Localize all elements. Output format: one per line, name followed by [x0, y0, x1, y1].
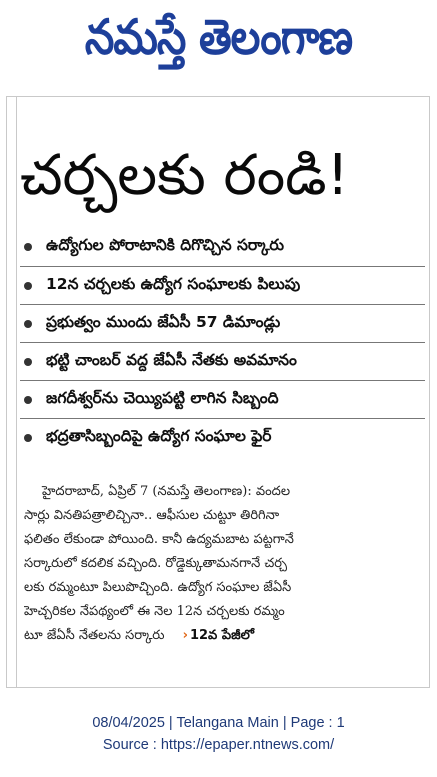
- bullet-text: 12న చర్చలకు ఉద్యోగ సంఘాలకు పిలుపు: [46, 274, 301, 293]
- story-body: [24, 480, 422, 648]
- bullet-icon: [24, 243, 32, 251]
- bullet-list: [20, 228, 425, 456]
- bullet-icon: [24, 358, 32, 366]
- story-line-last: [24, 624, 422, 648]
- bullet-item: [20, 380, 425, 418]
- story-line: సర్కారులో కదలిక వచ్చింది. రోడ్డెక్కుతామనగానే చర్చ: [24, 556, 288, 571]
- bullet-icon: [24, 434, 32, 442]
- story-line: హెచ్చరికల నేపథ్యంలో ఈ నెల 12న చర్చలకు రమ్మం: [24, 604, 285, 619]
- story-line-text: టూ జేఏసీ నేతలను సర్కారు: [24, 628, 165, 643]
- footer: [0, 712, 437, 756]
- bullet-item: [20, 228, 425, 266]
- bullet-icon: [24, 320, 32, 328]
- story-line: లకు రమ్మంటూ పిలుపొచ్చింది. ఉద్యోగ సంఘాల జేఏసీ: [24, 580, 292, 595]
- story-line: సార్లు వినతిపత్రాలిచ్చినా.. ఆఫీసుల చుట్టూ తిరిగినా: [24, 508, 280, 523]
- bullet-item: [20, 304, 425, 342]
- footer-edition-info: 08/04/2025 | Telangana Main | Page : 1: [92, 715, 345, 731]
- bullet-item: [20, 342, 425, 380]
- continued-label: 12వ పేజీలో: [189, 628, 254, 643]
- bullet-text: ప్రభుత్వం ముందు జేఏసీ 57 డిమాండ్లు: [46, 312, 281, 331]
- bullet-item: [20, 418, 425, 456]
- bullet-text: జగదీశ్వర్‌ను చెయ్యిపట్టి లాగిన సిబ్బంది: [46, 388, 279, 407]
- masthead-logo: నమస్తే తెలంగాణ: [84, 8, 353, 65]
- continued-on-page: [183, 628, 254, 643]
- bullet-item: [20, 266, 425, 304]
- bullet-text: భట్టి చాంబర్ వద్ద జేఏసీ నేతకు అవమానం: [46, 350, 297, 369]
- masthead: [0, 0, 437, 86]
- bullet-icon: [24, 282, 32, 290]
- headline: చర్చలకు రండి!: [20, 143, 349, 208]
- story-line: ఫలితం లేకుండా పోయింది. కానీ ఉద్యమబాట పట్టగానే: [24, 532, 294, 547]
- column-rule: [16, 96, 17, 688]
- footer-source: Source : https://epaper.ntnews.com/: [102, 737, 335, 753]
- bullet-icon: [24, 396, 32, 404]
- chevron-right-icon: ›: [182, 628, 188, 643]
- story-line: హైదరాబాద్, ఏప్రిల్ 7 (నమస్తే తెలంగాణ): వందల: [42, 484, 291, 499]
- bullet-text: ఉద్యోగుల పోరాటానికి దిగొచ్చిన సర్కారు: [46, 236, 284, 254]
- bullet-text: భద్రతాసిబ్బందిపై ఉద్యోగ సంఘాల ఫైర్: [46, 426, 272, 445]
